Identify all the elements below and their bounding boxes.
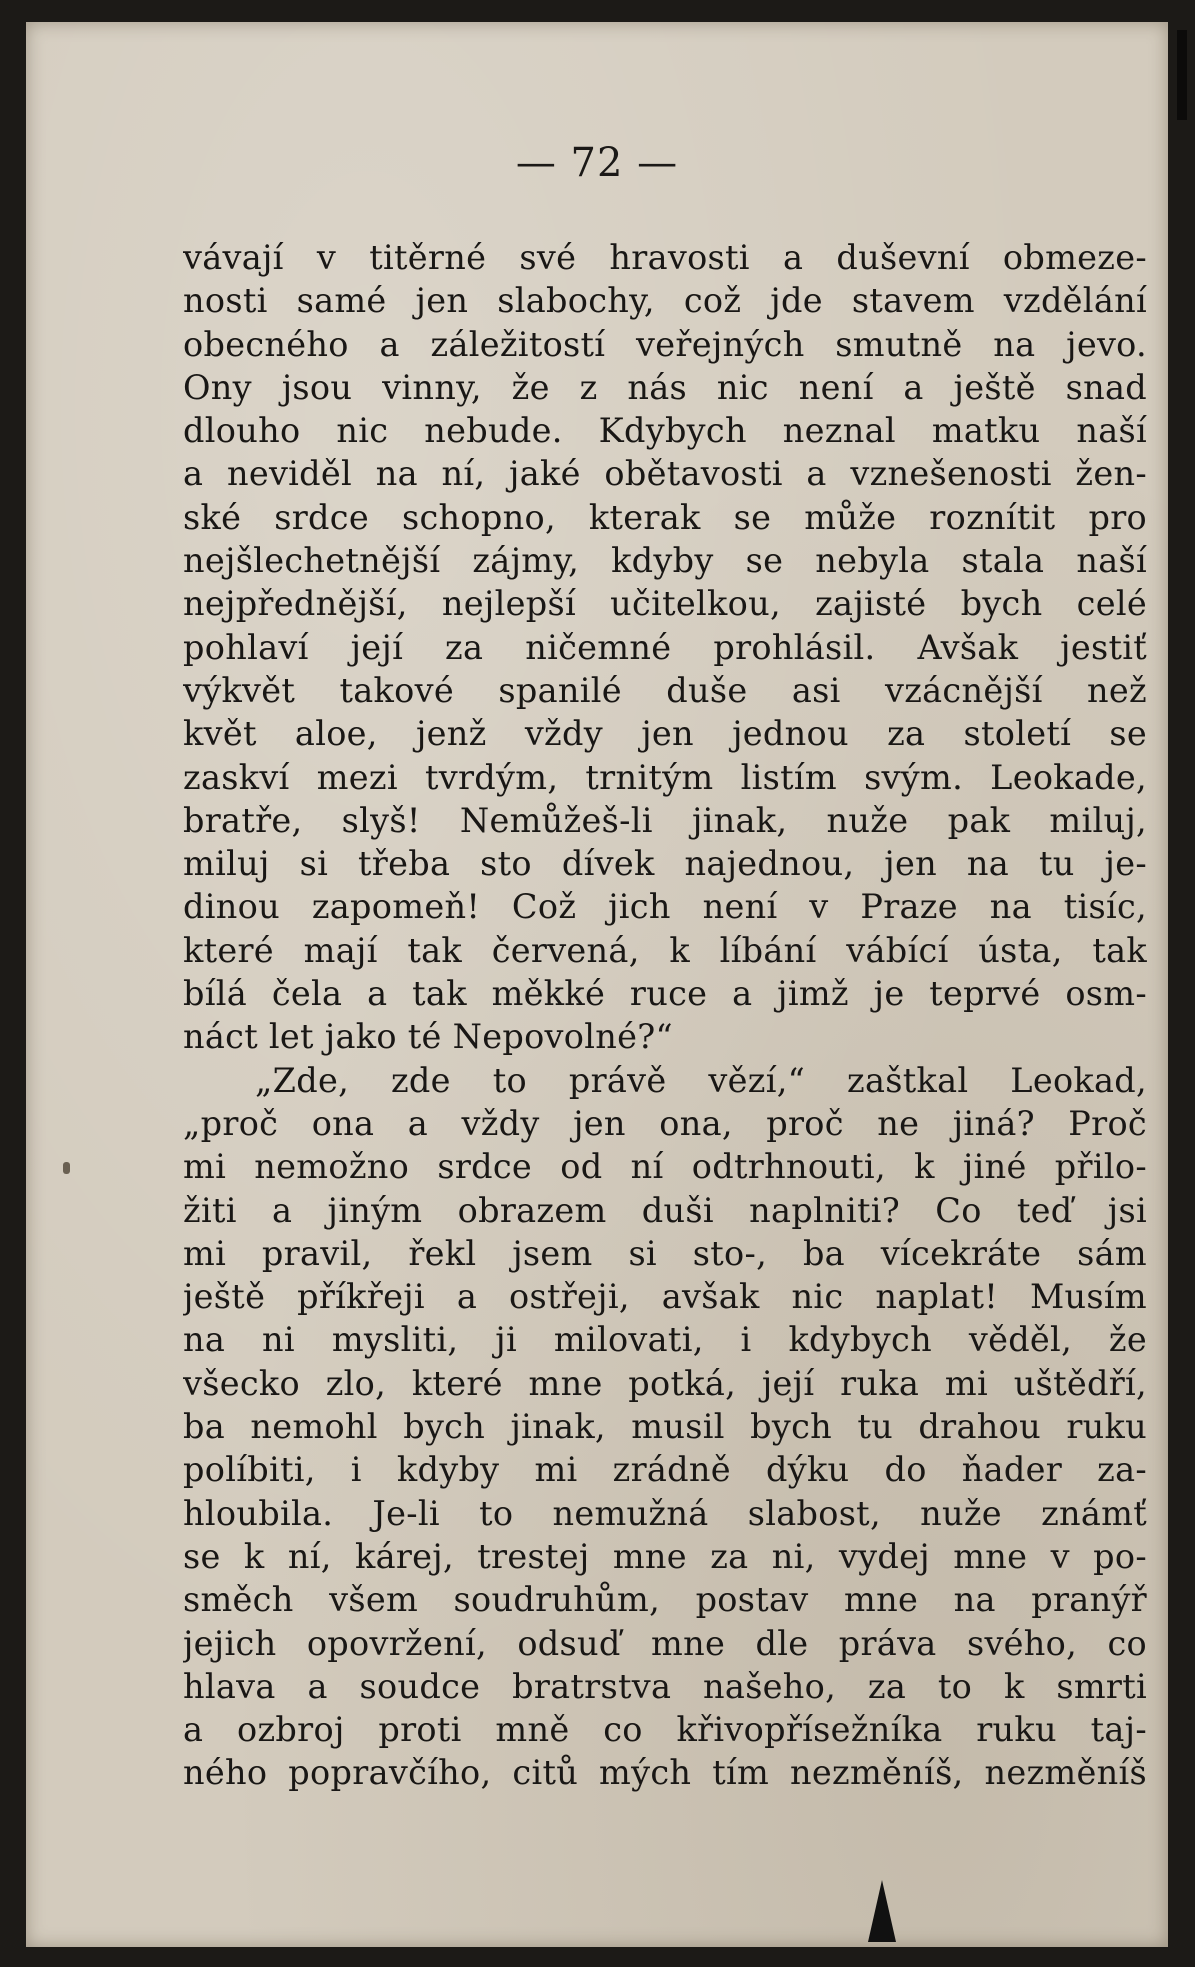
text-line: zaskví mezi tvrdým, trnitým listím svým. Leokade, [183,757,1147,797]
text-line: se k ní, kárej, trestej mne za ni, vydej mne v po- [183,1536,1147,1576]
scan-artifact [868,1880,896,1942]
text-line: obecného a záležitostí veřejných smutně na jevo. [183,324,1147,364]
text-line: výkvět takové spanilé duše asi vzácnější než [183,670,1147,710]
page-number: — 72 — [515,140,679,186]
text-line: bratře, slyš! Nemůžeš-li jinak, nuže pak miluj, [183,800,1147,840]
text-line: ného popravčího, citů mých tím nezměníš, nezměníš [183,1753,1147,1793]
text-line: a neviděl na ní, jaké obětavosti a vznešenosti žen- [183,454,1147,494]
text-line: miluj si třeba sto dívek najednou, jen na tu je- [183,844,1147,884]
text-line: na ni mysliti, ji milovati, i kdybych věděl, že [183,1320,1147,1360]
text-line: mi pravil, řekl jsem si sto-, ba vícekráte sám [183,1233,1147,1273]
text-line: bílá čela a tak měkké ruce a jimž je teprvé osm- [183,974,1147,1014]
text-line: hloubila. Je-li to nemužná slabost, nuže známť [183,1493,1147,1533]
text-line: které mají tak červená, k líbání vábící ústa, tak [183,930,1147,970]
page-text [183,236,1147,1795]
text-line: mi nemožno srdce od ní odtrhnouti, k jiné přilo- [183,1147,1147,1187]
text-line: „Zde, zde to právě vězí,“ zaštkal Leokad, [255,1060,1147,1100]
text-line: žiti a jiným obrazem duši naplniti? Co teď jsi [183,1190,1147,1230]
text-line: dlouho nic nebude. Kdybych neznal matku naší [183,411,1147,451]
book-page [26,22,1168,1947]
book-edge-shadow [1177,30,1187,120]
text-line: hlava a soudce bratrstva našeho, za to k smrti [183,1666,1147,1706]
text-line: ještě příkřeji a ostřeji, avšak nic naplat! Musím [183,1277,1147,1317]
text-line: a ozbroj proti mně co křivopřísežníka ruku taj- [183,1710,1147,1750]
text-line: Ony jsou vinny, že z nás nic není a ještě snad [183,367,1147,407]
text-line: dinou zapomeň! Což jich není v Praze na tisíc, [183,887,1147,927]
text-line: nosti samé jen slabochy, což jde stavem vzdělání [183,281,1147,321]
text-line: všecko zlo, které mne potká, její ruka mi uštědří, [183,1363,1147,1403]
text-line: jejich opovržení, odsuď mne dle práva svého, co [183,1623,1147,1663]
text-line: „proč ona a vždy jen ona, proč ne jiná? Proč [183,1103,1147,1143]
text-line: nejšlechetnější zájmy, kdyby se nebyla stala naší [183,541,1147,581]
text-line: nejpřednější, nejlepší učitelkou, zajisté bych celé [183,584,1147,624]
text-line: náct let jako té Nepovolné?“ [183,1017,673,1057]
text-line: pohlaví její za ničemné prohlásil. Avšak jestiť [183,627,1147,667]
text-line: ské srdce schopno, kterak se může roznítit pro [183,497,1147,537]
text-line: ba nemohl bych jinak, musil bych tu drahou ruku [183,1407,1147,1447]
text-line: směch všem soudruhům, postav mne na pranýř [183,1580,1147,1620]
text-line: květ aloe, jenž vždy jen jednou za století se [183,714,1147,754]
text-line: vávají v titěrné své hravosti a duševní obmeze- [183,238,1147,277]
text-line: políbiti, i kdyby mi zrádně dýku do ňader za- [183,1450,1147,1490]
binding-mark [63,1162,70,1174]
